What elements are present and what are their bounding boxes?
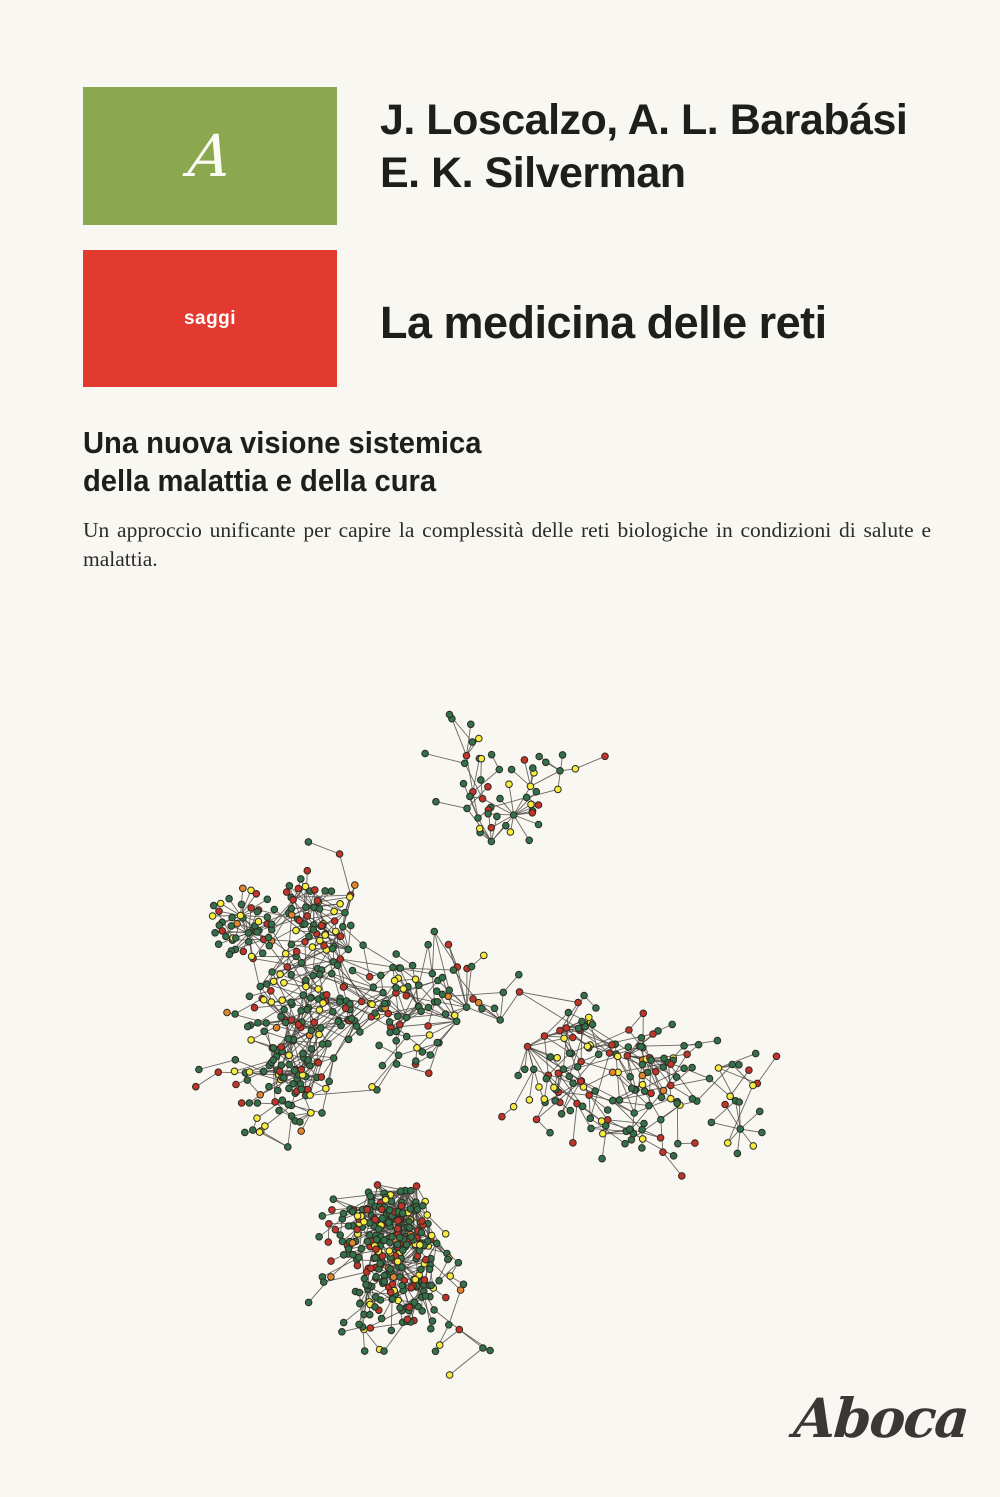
book-title: La medicina delle reti (380, 297, 827, 348)
subtitle-line-1: Una nuova visione sistemica (83, 425, 482, 460)
subtitle-line-2: della malattia e della cura (83, 463, 437, 498)
publisher-logo-aboca: Aboca (791, 1386, 970, 1450)
publisher-mark-a-glyph: A (185, 122, 235, 190)
authors-line-1: J. Loscalzo, A. L. Barabási (380, 96, 908, 144)
series-badge-label: saggi (183, 307, 237, 329)
book-description: Un approccio unificante per capire la complessità delle reti biologiche in condizioni di salute e malattia. (83, 518, 931, 571)
authors-line-2: E. K. Silverman (380, 149, 686, 197)
